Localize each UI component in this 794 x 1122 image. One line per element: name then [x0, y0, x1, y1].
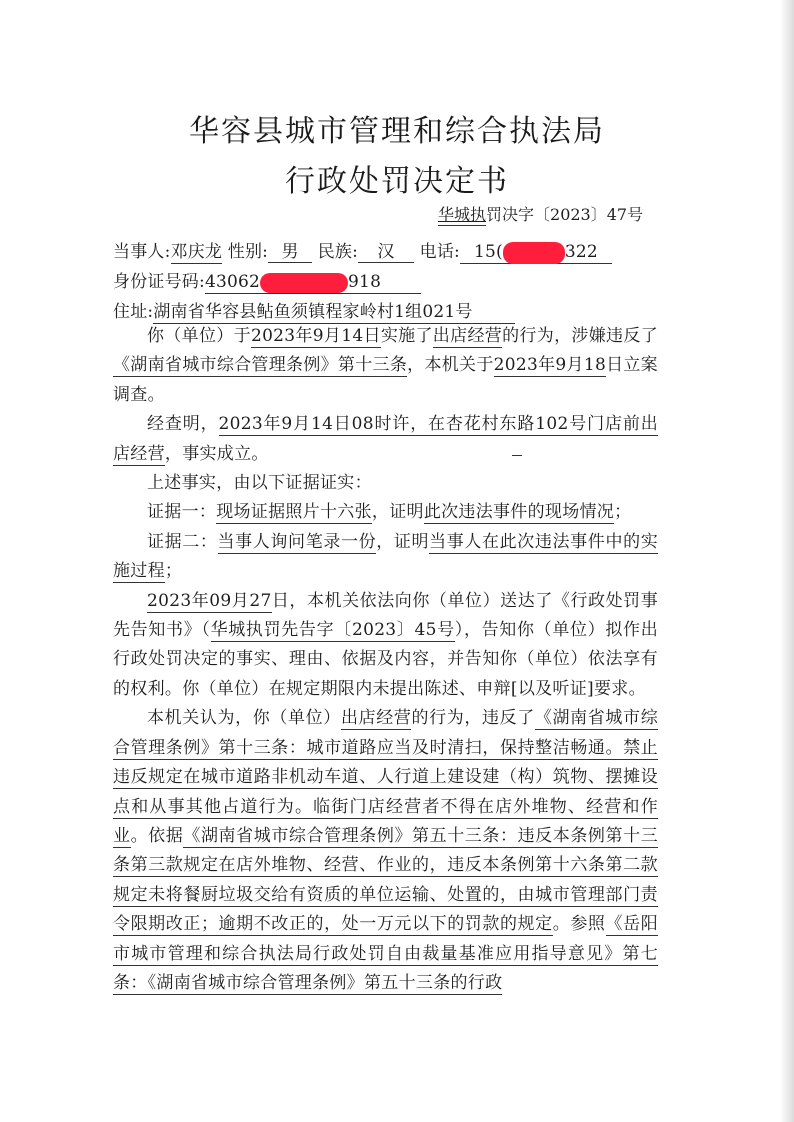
phone-visible-end: 322 — [564, 242, 598, 262]
paragraph-evidence-intro: 上述事实，由以下证据证实： — [147, 473, 372, 494]
redaction-mark — [260, 273, 348, 293]
violation-act: 出店经营 — [432, 326, 503, 346]
address-value: 湖南省华容县鲇鱼须镇程家岭村1组021号 — [153, 302, 514, 324]
document-number-rest: 罚决字〔2023〕47号 — [486, 205, 644, 224]
notice-number: 华城执罚先告字〔2023〕45号 — [210, 620, 455, 641]
party-line — [113, 237, 612, 264]
evidence-1: 现场证据照片十六张 — [216, 502, 372, 523]
violated-law: 《湖南省城市综合管理条例》第十三条 — [113, 355, 408, 376]
id-visible-start: 43062 — [204, 272, 261, 292]
paragraph-investigation: 经查明，2023年9月14日08时许，在杏花村东路102号门店前出店经营，事实成立。 — [113, 414, 658, 464]
document-body — [113, 322, 658, 998]
party-label: 当事人: — [113, 242, 171, 262]
decision-reason: 《湖南省城市综合管理条例》第十三条：城市道路应当及时清扫，保持整洁畅通。禁止违反规定在城市道路非机动车道、人行道上建设建（构）筑物、摆摊设点和从事其他占道行为。临街门店经营者不得在店外堆物、经营和作业 — [113, 708, 658, 846]
redaction-mark — [503, 242, 565, 264]
decision-act: 出店经营 — [340, 708, 412, 729]
evidence-1-proves: 此次违法事件的现场情况 — [423, 502, 615, 523]
gender-value: 男 — [268, 237, 312, 263]
id-visible-end: 918 — [348, 272, 382, 292]
party-name: 邓庆龙 — [170, 242, 223, 262]
paragraph-case-filing: 你（单位）于2023年9月14日实施了出店经营的行为，涉嫌违反了《湖南省城市综合管理条例》第十三条，本机关于2023年9月18日立案调查。 — [113, 326, 659, 405]
stray-dash-mark — [512, 455, 522, 456]
violation-date: 2023年9月14日 — [250, 326, 381, 346]
address-label: 住址: — [113, 302, 154, 322]
id-label: 身份证号码: — [113, 272, 205, 292]
address-line — [113, 297, 515, 322]
agency-title: 华容县城市管理和综合执法局 — [189, 114, 605, 149]
document-title: 行政处罚决定书 — [285, 164, 509, 199]
decision-reference: 《岳阳市城市管理和综合执法局行政处罚自由裁量基准应用指导意见》第七条：《湖南省城市综合管理条例》第五十三条的行政 — [113, 914, 659, 993]
paragraph-notice: 2023年09月27日，本机关依法向你（单位）送达了《行政处罚事先告知书》（华城执罚先告字〔2023〕45号），告知你（单位）拟作出行政处罚决定的事实、理由、依据及内容，并告知你（单位）依法享有的权利。你（单位）在规定期限内未提出陈述、申辩[以及听证]要求。 — [113, 590, 658, 699]
ethnic-value: 汉 — [358, 237, 414, 263]
gender-label: 性别: — [227, 242, 269, 262]
id-value — [205, 272, 421, 294]
evidence-2: 当事人询问笔录一份 — [217, 531, 377, 552]
document-number-prefix: 华城执 — [438, 205, 487, 224]
notice-date: 2023年09月27 — [147, 590, 272, 611]
investigated-facts: 2023年9月14日08时许，在杏花村东路102号门店前出店经营 — [113, 414, 658, 464]
id-line — [113, 267, 421, 293]
document-number — [438, 202, 643, 225]
ethnic-label: 民族: — [317, 242, 359, 262]
filing-date: 2023年9月18 — [493, 355, 607, 376]
phone-value — [460, 242, 612, 264]
paragraph-decision-basis: 本机关认为，你（单位）出店经营的行为，违反了《湖南省城市综合管理条例》第十三条：城市道路应当及时清扫，保持整洁畅通。禁止违反规定在城市道路非机动车道、人行道上建设建（构）筑物、摆摊设点和从事其他占道行为。临街门店经营者不得在店外堆物、经营和作业。依据《湖南省城市综合管理条例》第五十三条：违反本条例第十三条第三款规定在店外堆物、经营、作业的，违反本条例第十六条第二款规定未将餐厨垃圾交给有资质的单位运输、处置的，由城市管理部门责令限期改正；逾期不改正的，处一万元以下的罚款的规定。参照《岳阳市城市管理和综合执法局行政处罚自由裁量基准应用指导意见》第七条：《湖南省城市综合管理条例》第五十三条的行政 — [113, 708, 659, 993]
paragraph-evidence-1: 证据一：现场证据照片十六张，证明此次违法事件的现场情况； — [147, 502, 632, 523]
decision-legal-basis: 《湖南省城市综合管理条例》第五十三条：违反本条例第十三条第三款规定在店外堆物、经营、作业的，违反本条例第十六条第二款规定未将餐厨垃圾交给有资质的单位运输、处置的，由城市管理部门责令限期改正；逾期不改正的，处一万元以下的罚款的规定 — [113, 825, 658, 935]
phone-label: 电话: — [419, 242, 460, 262]
evidence-2-proves: 当事人在此次违法事件中的实施过程 — [113, 531, 659, 582]
phone-visible-start: 15( — [473, 242, 503, 262]
paragraph-evidence-2: 证据二：当事人询问笔录一份，证明当事人在此次违法事件中的实施过程； — [113, 531, 659, 582]
